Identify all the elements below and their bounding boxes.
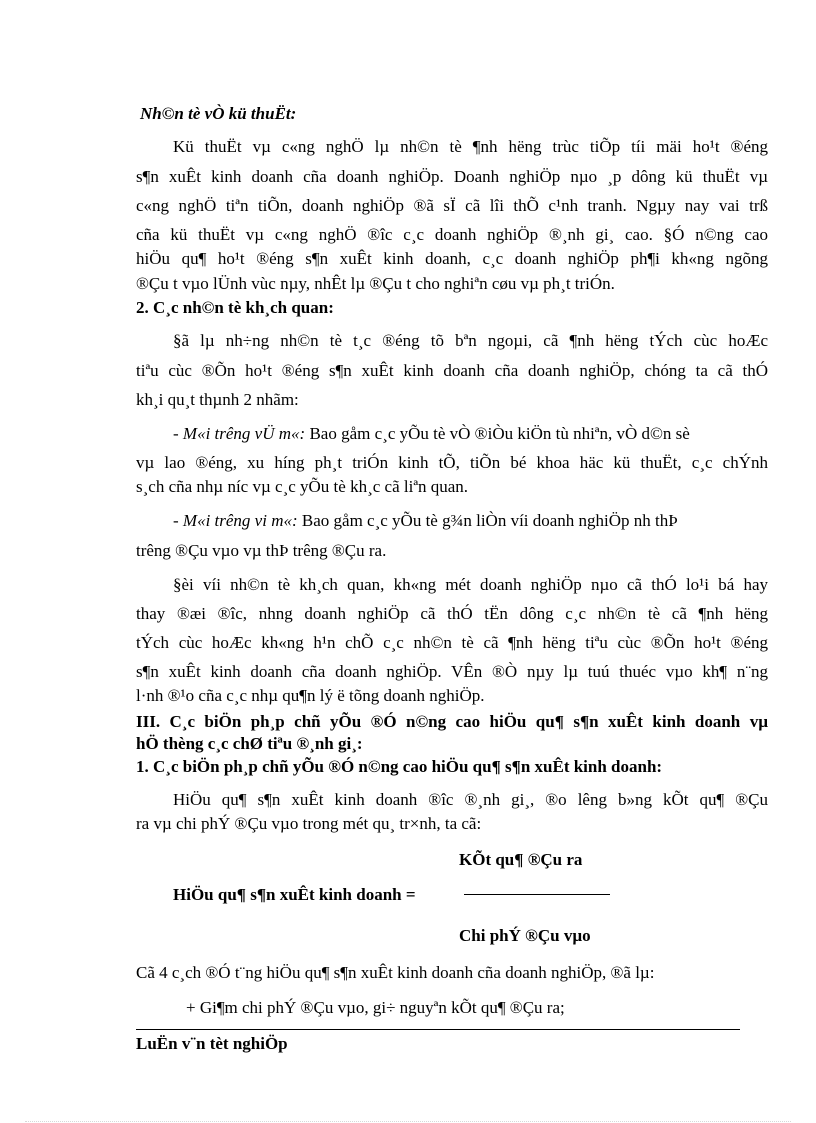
heading-technical-factor: Nh©n tè vÒ kü thuËt: xyxy=(140,104,297,123)
paragraph-line: ®Çu t vµo lÜnh vùc nµy, nhÊt lµ ®Çu t cho nghiªn cøu vµ ph¸t triÓn. xyxy=(136,274,615,293)
paragraph-line xyxy=(173,423,768,445)
paragraph-line: c«ng nghÖ tiªn tiÕn, doanh nghiÖp ®ã sÏ cã lîi thÕ c¹nh tranh. Ngµy nay vai trß xyxy=(136,196,768,215)
formula-denominator: Chi phÝ ®Çu vµo xyxy=(459,926,591,945)
paragraph-line xyxy=(173,510,768,532)
paragraph-line: ra vµ chi phÝ ®Çu vµo trong mét qu¸ tr×nh, ta cã: xyxy=(136,814,482,833)
paragraph-four-ways: Cã 4 c¸ch ®Ó t¨ng hiÖu qu¶ s¶n xuÊt kinh doanh cña doanh nghiÖp, ®ã lµ: xyxy=(136,963,655,982)
paragraph-line: §èi víi nh©n tè kh¸ch quan, kh«ng mét doanh nghiÖp nµo cã thÓ lo¹i bá hay xyxy=(173,575,768,594)
term-micro: - M«i trêng vi m«: xyxy=(173,511,298,530)
paragraph-line: s¸ch cña nhµ níc vµ c¸c yÕu tè kh¸c cã liªn quan. xyxy=(136,477,469,496)
term-macro-definition: Bao gåm c¸c yÕu tè vÒ ®iÒu kiÖn tù nhiªn, vÒ d©n sè xyxy=(305,424,690,443)
formula-fraction-bar xyxy=(464,894,610,895)
heading-measures: 1. C¸c biÖn ph¸p chñ yÕu ®Ó n©ng cao hiÖu qu¶ s¶n xuÊt kinh doanh: xyxy=(136,757,663,776)
paragraph-line: tÝch cùc hoÆc kh«ng h¹n chÕ c¸c nh©n tè cã ¶nh hëng tiªu cùc ®Õn ho¹t ®éng xyxy=(136,633,768,652)
paragraph-line: cña kü thuËt vµ c«ng nghÖ ®îc c¸c doanh nghiÖp ®¸nh gi¸ cao. §Ó n©ng cao xyxy=(136,225,768,244)
paragraph-line: trêng ®Çu vµo vµ thÞ trêng ®Çu ra. xyxy=(136,541,387,560)
paragraph-line: s¶n xuÊt kinh doanh cña doanh nghiÖp. VÊn ®Ò nµy lµ tuú thuéc vµo kh¶ n¨ng xyxy=(136,662,768,681)
footer-divider xyxy=(136,1029,740,1030)
heading-line: hÖ thèng c¸c chØ tiªu ®¸nh gi¸: xyxy=(136,734,363,753)
paragraph-line: HiÖu qu¶ s¶n xuÊt kinh doanh ®îc ®¸nh gi¸, ®o lêng b»ng kÕt qu¶ ®Çu xyxy=(173,790,768,809)
formula-label: HiÖu qu¶ s¶n xuÊt kinh doanh = xyxy=(173,885,416,904)
term-micro-definition: Bao gåm c¸c yÕu tè g¾n liÒn víi doanh nghiÖp nh thÞ xyxy=(297,511,678,530)
paragraph-line: s¶n xuÊt kinh doanh cña doanh nghiÖp. Doanh nghiÖp nµo ¸p dông kü thuËt vµ xyxy=(136,167,768,186)
footer-title: LuËn v¨n tèt nghiÖp xyxy=(136,1034,288,1053)
paragraph-line: l·nh ®¹o cña c¸c nhµ qu¶n lý ë tõng doanh nghiÖp. xyxy=(136,686,485,705)
paragraph-line: §ã lµ nh÷ng nh©n tè t¸c ®éng tõ bªn ngoµi, cã ¶nh hëng tÝch cùc hoÆc xyxy=(173,331,768,350)
formula-numerator: KÕt qu¶ ®Çu ra xyxy=(459,850,583,869)
paragraph-line: hiÖu qu¶ ho¹t ®éng s¶n xuÊt kinh doanh, c¸c doanh nghiÖp ph¶i kh«ng ngõng xyxy=(136,249,768,268)
paragraph-line: vµ lao ®éng, xu híng ph¸t triÓn kinh tÕ, tiÕn bé khoa häc kü thuËt, c¸c chÝnh xyxy=(136,453,768,472)
heading-line: III. C¸c biÖn ph¸p chñ yÕu ®Ó n©ng cao hiÖu qu¶ s¶n xuÊt kinh doanh vµ xyxy=(136,712,768,731)
paragraph-line: kh¸i qu¸t thµnh 2 nhãm: xyxy=(136,390,299,409)
paragraph-line: tiªu cùc ®Õn ho¹t ®éng s¶n xuÊt kinh doanh cña doanh nghiÖp, chóng ta cã thÓ xyxy=(136,361,768,380)
bullet-item: + Gi¶m chi phÝ ®Çu vµo, gi÷ nguyªn kÕt qu¶ ®Çu ra; xyxy=(186,998,565,1017)
paragraph-line: thay ®æi ®îc, nhng doanh nghiÖp cã thÓ tËn dông c¸c nh©n tè cã ¶nh hëng xyxy=(136,604,768,623)
paragraph-line: Kü thuËt vµ c«ng nghÖ lµ nh©n tè ¶nh hëng trùc tiÕp tíi mäi ho¹t ®éng xyxy=(173,137,768,156)
term-macro: - M«i trêng vÜ m«: xyxy=(173,424,306,443)
heading-objective-factors: 2. C¸c nh©n tè kh¸ch quan: xyxy=(136,298,334,317)
page-bottom-edge xyxy=(25,1121,791,1122)
